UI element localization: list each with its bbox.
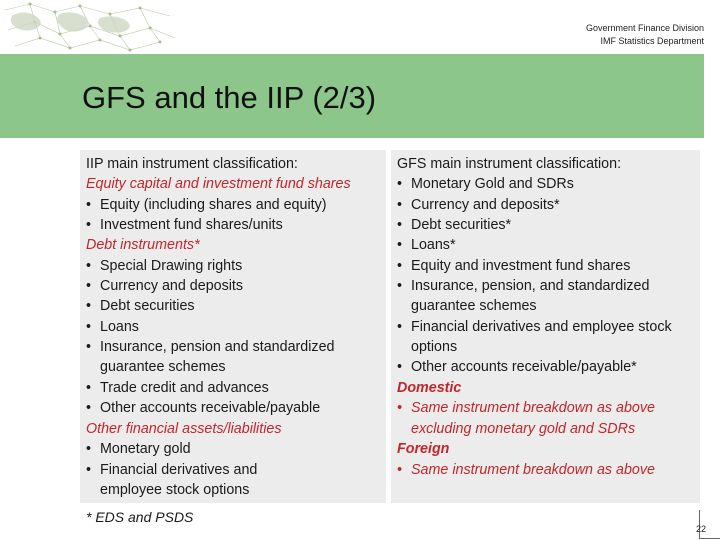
bullet-icon: • (397, 237, 403, 253)
bullet-icon: • (86, 339, 92, 355)
bullet-icon: • (397, 217, 403, 233)
foreign-heading: Foreign (397, 441, 450, 457)
list-item-continuation: excluding monetary gold and SDRs (411, 421, 636, 437)
list-item: • Currency and deposits (86, 278, 244, 294)
list-item: • Financial derivatives and employee stock (397, 319, 672, 335)
gfs-heading: GFS main instrument classification: (397, 156, 622, 172)
list-item: • Financial derivatives and (86, 462, 258, 478)
bullet-icon: • (397, 258, 403, 274)
list-item: • Equity (including shares and equity) (86, 197, 327, 213)
footnote: * EDS and PSDS (86, 509, 194, 525)
bullet-icon: • (397, 197, 403, 213)
list-item: • Monetary gold (86, 441, 191, 457)
list-item: • Other accounts receivable/payable (86, 400, 321, 416)
bullet-icon: • (397, 319, 403, 335)
page-title: GFS and the IIP (2/3) (82, 80, 377, 115)
world-map-logo (0, 0, 180, 52)
list-item-continuation: guarantee schemes (100, 359, 226, 375)
list-item-continuation: guarantee schemes (411, 298, 537, 314)
bullet-icon: • (86, 278, 92, 294)
debt-heading: Debt instruments* (86, 237, 200, 253)
list-item: • Insurance, pension, and standardized (397, 278, 650, 294)
page-number: 22 (695, 524, 706, 534)
header-division: Government Finance Division (585, 23, 704, 33)
other-heading: Other financial assets/liabilities (86, 421, 282, 437)
header-branding (586, 22, 704, 48)
list-item: • Loans* (397, 237, 456, 253)
equity-heading: Equity capital and investment fund shares (86, 176, 351, 192)
header-department: IMF Statistics Department (600, 36, 704, 46)
list-item-continuation: employee stock options (100, 482, 250, 498)
bullet-icon: • (86, 258, 92, 274)
gfs-classification-panel (391, 150, 700, 503)
bullet-icon: • (397, 400, 403, 416)
domestic-heading: Domestic (397, 380, 462, 396)
bullet-icon: • (397, 359, 403, 375)
list-item: • Trade credit and advances (86, 380, 269, 396)
list-item: • Other accounts receivable/payable* (397, 359, 637, 375)
bullet-icon: • (86, 197, 92, 213)
list-item: • Currency and deposits* (397, 197, 560, 213)
bullet-icon: • (397, 176, 403, 192)
bullet-icon: • (86, 462, 92, 478)
list-item: • Equity and investment fund shares (397, 258, 631, 274)
list-item: • Special Drawing rights (86, 258, 243, 274)
bullet-icon: • (86, 380, 92, 396)
bullet-icon: • (397, 278, 403, 294)
list-item-continuation: options (411, 339, 458, 355)
list-item: • Loans (86, 319, 139, 335)
bullet-icon: • (86, 441, 92, 457)
list-item: • Same instrument breakdown as above (397, 462, 655, 478)
list-item: • Debt securities* (397, 217, 512, 233)
iip-classification-panel (80, 150, 386, 503)
list-item: • Investment fund shares/units (86, 217, 283, 233)
list-item: • Same instrument breakdown as above (397, 400, 655, 416)
bullet-icon: • (86, 217, 92, 233)
list-item: • Monetary Gold and SDRs (397, 176, 574, 192)
iip-heading: IIP main instrument classification: (86, 156, 298, 172)
list-item: • Insurance, pension and standardized (86, 339, 335, 355)
list-item: • Debt securities (86, 298, 195, 314)
bullet-icon: • (397, 462, 403, 478)
bullet-icon: • (86, 319, 92, 335)
bullet-icon: • (86, 298, 92, 314)
bullet-icon: • (86, 400, 92, 416)
